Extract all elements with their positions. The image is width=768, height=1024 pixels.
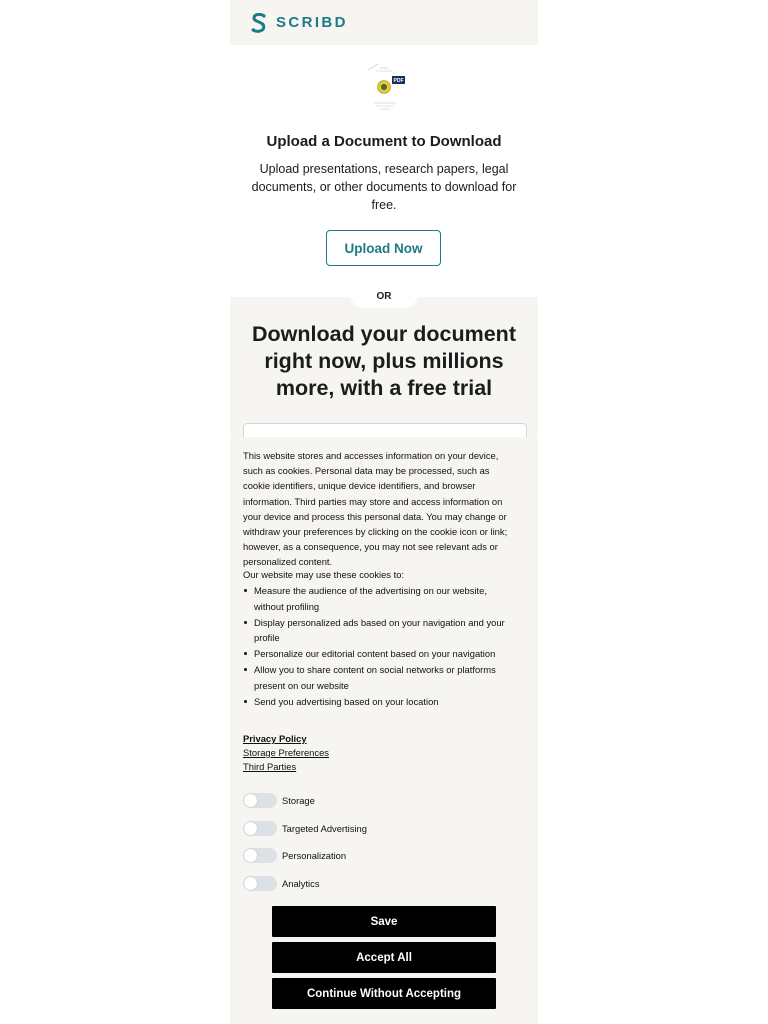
document-preview-image	[364, 60, 406, 116]
pdf-badge: PDF	[393, 78, 404, 84]
scribd-logo[interactable]	[250, 13, 348, 33]
or-label: OR	[376, 291, 392, 302]
targeted-advertising-toggle[interactable]	[243, 821, 277, 836]
upload-now-button[interactable]: Upload Now	[326, 230, 441, 266]
toggle-label: Analytics	[282, 877, 320, 889]
storage-preferences-link[interactable]: Storage Preferences	[243, 747, 329, 758]
toggle-row-analytics	[243, 870, 367, 898]
consent-purposes-intro: Our website may use these cookies to:	[243, 569, 405, 580]
toggle-row-storage	[243, 787, 367, 815]
consent-intro: This website stores and accesses information on your device, such as cookies. Personal data may be processed, such as cookie identifiers, unique device identifiers, and browser information. Third parties may store and access information on your device and process this personal data. You may change or withdraw your preferences by clicking on the cookie icon or link; however, as a consequence, you may not see relevant ads or personalized content.	[243, 450, 508, 568]
personalization-toggle[interactable]	[243, 848, 277, 863]
continue-without-accepting-button[interactable]: Continue Without Accepting	[272, 978, 496, 1009]
list-item: Send you advertising based on your location	[243, 694, 519, 710]
page-column	[230, 0, 538, 1024]
accept-all-button[interactable]: Accept All	[272, 942, 496, 973]
consent-toggles	[243, 787, 367, 897]
list-item: Display personalized ads based on your navigation and your profile	[243, 615, 519, 647]
third-parties-link[interactable]: Third Parties	[243, 761, 297, 772]
toggle-row-targeted-advertising	[243, 815, 367, 843]
cookie-consent-dialog	[230, 437, 538, 1024]
list-item: Personalize our editorial content based on your navigation	[243, 646, 519, 662]
privacy-policy-link[interactable]: Privacy Policy	[243, 733, 307, 744]
upload-description: Upload presentations, research papers, legal documents, or other documents to download for free.	[251, 162, 517, 212]
scribd-logo-icon	[250, 13, 268, 33]
toggle-label: Storage	[282, 795, 315, 807]
trial-heading: Download your document right now, plus millions more, with a free trial	[252, 322, 516, 400]
logo-wordmark: SCRIBD	[276, 14, 348, 31]
save-button[interactable]: Save	[272, 906, 496, 937]
toggle-label: Targeted Advertising	[282, 822, 367, 834]
list-item: Measure the audience of the advertising on our website, without profiling	[243, 583, 519, 615]
toggle-label: Personalization	[282, 850, 347, 862]
consent-links	[243, 732, 329, 774]
list-item: Allow you to share content on social networks or platforms present on our website	[243, 662, 519, 694]
upload-title: Upload a Document to Download	[266, 133, 502, 150]
consent-purposes-list	[243, 583, 519, 709]
analytics-toggle[interactable]	[243, 876, 277, 891]
toggle-row-personalization	[243, 842, 367, 870]
document-thumbnail	[364, 60, 406, 116]
site-header	[230, 0, 538, 45]
storage-toggle[interactable]	[243, 793, 277, 808]
